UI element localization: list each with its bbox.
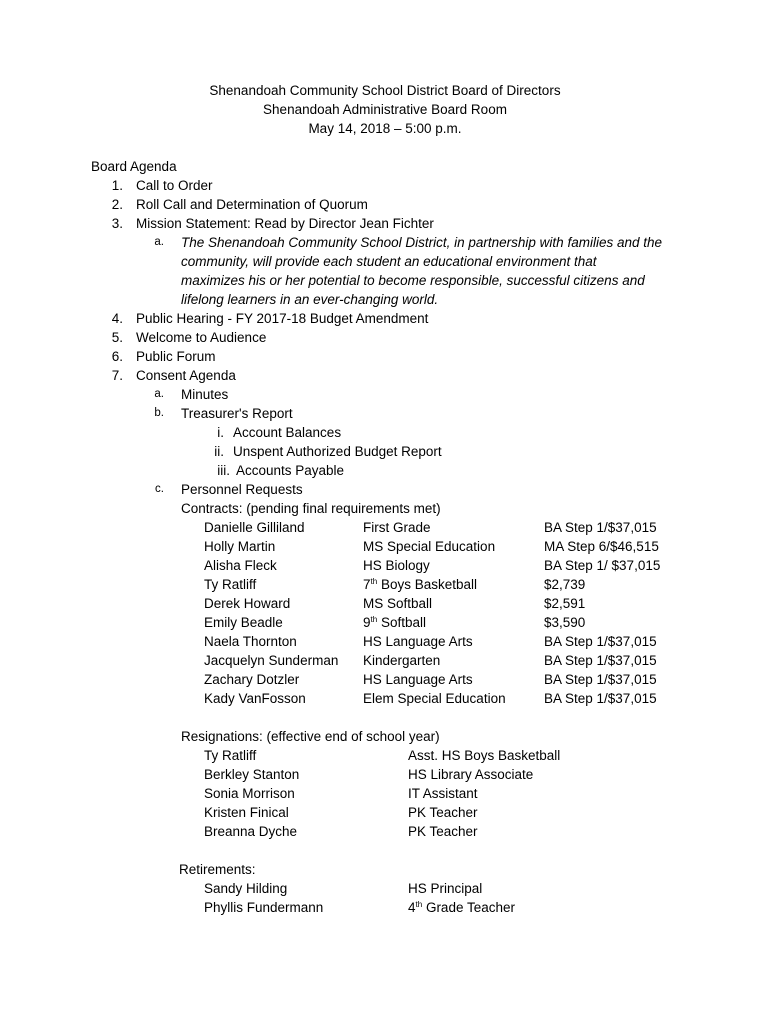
salary-cell: BA Step 1/$37,015 bbox=[544, 634, 657, 649]
district-title: Shenandoah Community School District Board of Directors bbox=[209, 83, 561, 98]
agenda-item: Public Forum bbox=[136, 349, 216, 364]
item-number: 4. bbox=[111, 311, 123, 326]
agenda-item: Roll Call and Determination of Quorum bbox=[136, 197, 368, 212]
report-item: Account Balances bbox=[233, 425, 342, 440]
meeting-location: Shenandoah Administrative Board Room bbox=[263, 102, 507, 117]
agenda-item: Call to Order bbox=[136, 178, 213, 193]
name-cell: Sandy Hilding bbox=[204, 881, 288, 896]
mission-marker: a. bbox=[154, 236, 164, 248]
resignations-heading: Resignations: (effective end of school year) bbox=[181, 729, 440, 744]
subsub-marker: iii. bbox=[217, 463, 230, 478]
meeting-date: May 14, 2018 – 5:00 p.m. bbox=[308, 121, 462, 136]
item-number: 7. bbox=[111, 368, 123, 383]
name-cell: Kristen Finical bbox=[204, 805, 289, 820]
salary-cell: $2,739 bbox=[544, 577, 586, 592]
salary-cell: MA Step 6/$46,515 bbox=[544, 539, 659, 554]
position-cell: 4th Grade Teacher bbox=[408, 900, 515, 915]
mission-text: maximizes his or her potential to become responsible, successful citizens and bbox=[181, 273, 645, 288]
item-number: 6. bbox=[111, 349, 123, 364]
subsub-marker: ii. bbox=[214, 444, 224, 459]
subitem-marker: c. bbox=[155, 483, 164, 495]
name-cell: Danielle Gilliland bbox=[204, 520, 305, 535]
name-cell: Breanna Dyche bbox=[204, 824, 298, 839]
contracts-heading: Contracts: (pending final requirements met) bbox=[181, 501, 441, 516]
salary-cell: BA Step 1/$37,015 bbox=[544, 691, 657, 706]
position-cell: Elem Special Education bbox=[363, 691, 506, 706]
report-item: Accounts Payable bbox=[236, 463, 345, 478]
position-cell: First Grade bbox=[363, 520, 431, 535]
position-cell: 9th Softball bbox=[363, 615, 426, 630]
position-cell: HS Biology bbox=[363, 558, 430, 573]
position-cell: MS Special Education bbox=[363, 539, 496, 554]
position-cell: MS Softball bbox=[363, 596, 433, 611]
item-number: 5. bbox=[111, 330, 123, 345]
item-number: 3. bbox=[111, 216, 123, 231]
position-cell: HS Language Arts bbox=[363, 672, 473, 687]
consent-minutes: Minutes bbox=[181, 387, 229, 402]
retirements-heading: Retirements: bbox=[179, 862, 256, 877]
position-cell: Asst. HS Boys Basketball bbox=[408, 748, 561, 763]
subitem-marker: a. bbox=[154, 388, 164, 400]
name-cell: Berkley Stanton bbox=[204, 767, 300, 782]
position-cell: IT Assistant bbox=[408, 786, 478, 801]
position-cell: HS Principal bbox=[408, 881, 483, 896]
name-cell: Holly Martin bbox=[204, 539, 276, 554]
item-number: 2. bbox=[111, 197, 123, 212]
position-cell: HS Library Associate bbox=[408, 767, 534, 782]
name-cell: Derek Howard bbox=[204, 596, 291, 611]
agenda-item: Consent Agenda bbox=[136, 368, 236, 383]
name-cell: Ty Ratliff bbox=[204, 748, 257, 763]
name-cell: Kady VanFosson bbox=[204, 691, 306, 706]
name-cell: Naela Thornton bbox=[204, 634, 297, 649]
position-cell: Kindergarten bbox=[363, 653, 441, 668]
name-cell: Sonia Morrison bbox=[204, 786, 295, 801]
salary-cell: BA Step 1/$37,015 bbox=[544, 520, 657, 535]
name-cell: Jacquelyn Sunderman bbox=[204, 653, 339, 668]
position-cell: 7th Boys Basketball bbox=[363, 577, 477, 592]
mission-text: community, will provide each student an educational environment that bbox=[181, 254, 597, 269]
subitem-marker: b. bbox=[154, 407, 164, 419]
name-cell: Alisha Fleck bbox=[204, 558, 277, 573]
salary-cell: $2,591 bbox=[544, 596, 586, 611]
mission-text: The Shenandoah Community School District, in partnership with families and the bbox=[181, 235, 662, 250]
agenda-item: Mission Statement: Read by Director Jean Fichter bbox=[136, 216, 434, 231]
salary-cell: BA Step 1/ $37,015 bbox=[544, 558, 661, 573]
salary-cell: BA Step 1/$37,015 bbox=[544, 653, 657, 668]
position-cell: HS Language Arts bbox=[363, 634, 473, 649]
position-cell: PK Teacher bbox=[408, 805, 478, 820]
mission-text: lifelong learners in an ever-changing world. bbox=[181, 292, 439, 307]
agenda-title: Board Agenda bbox=[91, 159, 177, 174]
name-cell: Emily Beadle bbox=[204, 615, 283, 630]
name-cell: Ty Ratliff bbox=[204, 577, 257, 592]
item-number: 1. bbox=[111, 178, 123, 193]
name-cell: Zachary Dotzler bbox=[204, 672, 300, 687]
consent-treasurer-report: Treasurer's Report bbox=[181, 406, 293, 421]
position-cell: PK Teacher bbox=[408, 824, 478, 839]
subsub-marker: i. bbox=[217, 425, 224, 440]
report-item: Unspent Authorized Budget Report bbox=[233, 444, 442, 459]
consent-personnel-requests: Personnel Requests bbox=[181, 482, 303, 497]
salary-cell: $3,590 bbox=[544, 615, 586, 630]
agenda-item: Public Hearing - FY 2017-18 Budget Amendment bbox=[136, 311, 429, 326]
salary-cell: BA Step 1/$37,015 bbox=[544, 672, 657, 687]
name-cell: Phyllis Fundermann bbox=[204, 900, 324, 915]
agenda-item: Welcome to Audience bbox=[136, 330, 267, 345]
